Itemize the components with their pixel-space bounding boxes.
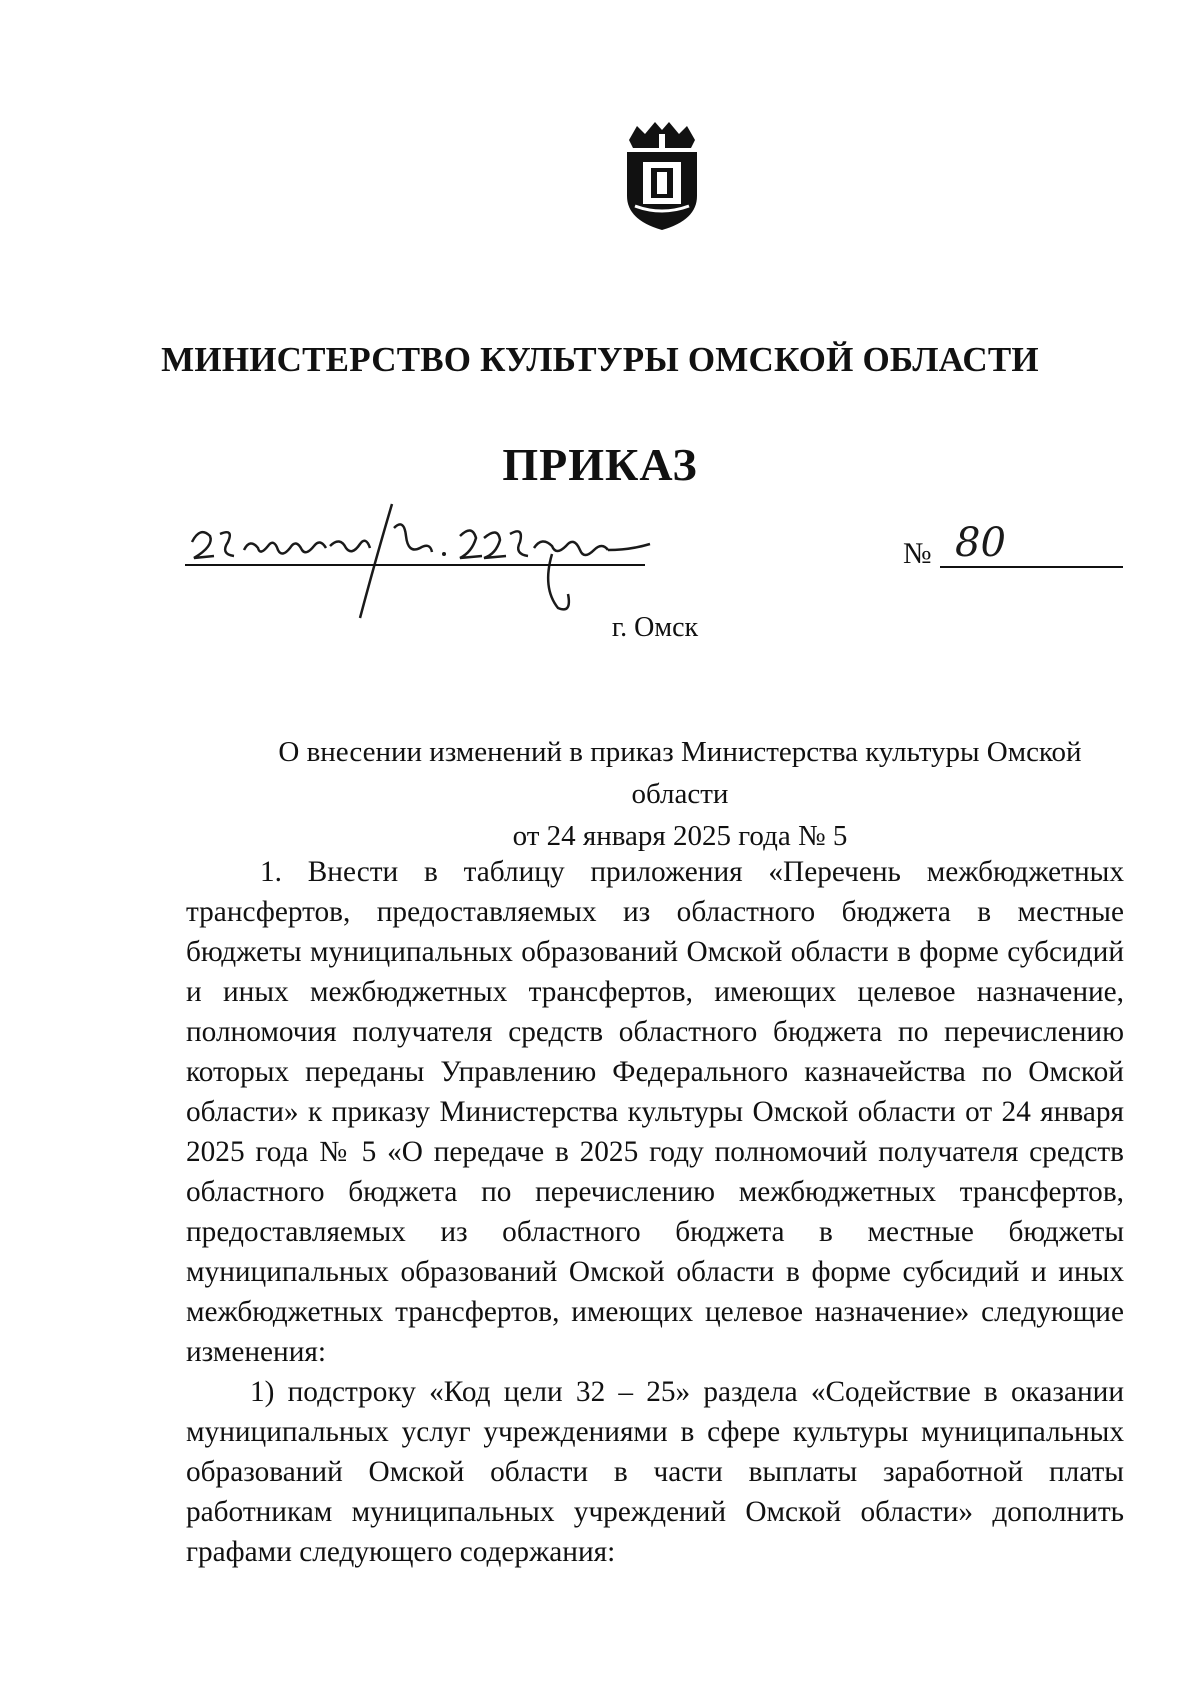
subject-line-1: О внесении изменений в приказ Министерства культуры Омской области: [278, 736, 1082, 810]
order-body: [186, 852, 1124, 1572]
number-underline: [940, 566, 1123, 568]
order-subject: [235, 731, 1125, 857]
paragraph-1: 1. Внести в таблицу приложения «Перечень межбюджетных трансфертов, предоставляемых из областного бюджета в местные бюджеты муниципальных образований Омской области в форме субсидий и иных межбюджетных трансфертов, имеющих целевое назначение, полномочия получателя средств областного бюджета по перечислению которых переданы Управлению Федерального казначейства по Омской области» к приказу Министерства культуры Омской области от 24 января 2025 года № 5 «О передаче в 2025 году полномочий получателя средств областного бюджета по перечислению межбюджетных трансфертов, предоставляемых из областного бюджета в местные бюджеты муниципальных образований Омской области в форме субсидий и иных межбюджетных трансфертов, имеющих целевое назначение» следующие изменения:: [186, 856, 1124, 1368]
item-1: 1) подстроку «Код цели 32 – 25» раздела «Содействие в оказании муниципальных услуг учреждениями в сфере культуры муниципальных образований Омской области в части выплаты заработной платы работникам муниципальных учреждений Омской области» дополнить графами следующего содержания:: [186, 1376, 1124, 1568]
coat-of-arms-icon: [621, 120, 703, 232]
order-number: 80: [955, 520, 1006, 566]
subject-line-2: от 24 января 2025 года № 5: [512, 820, 848, 852]
document-type-title: ПРИКАЗ: [502, 439, 698, 490]
order-number-label: №: [903, 537, 932, 570]
date-underline: [185, 564, 645, 566]
ministry-title: МИНИСТЕРСТВО КУЛЬТУРЫ ОМСКОЙ ОБЛАСТИ: [161, 340, 1039, 379]
city: г. Омск: [611, 612, 699, 643]
